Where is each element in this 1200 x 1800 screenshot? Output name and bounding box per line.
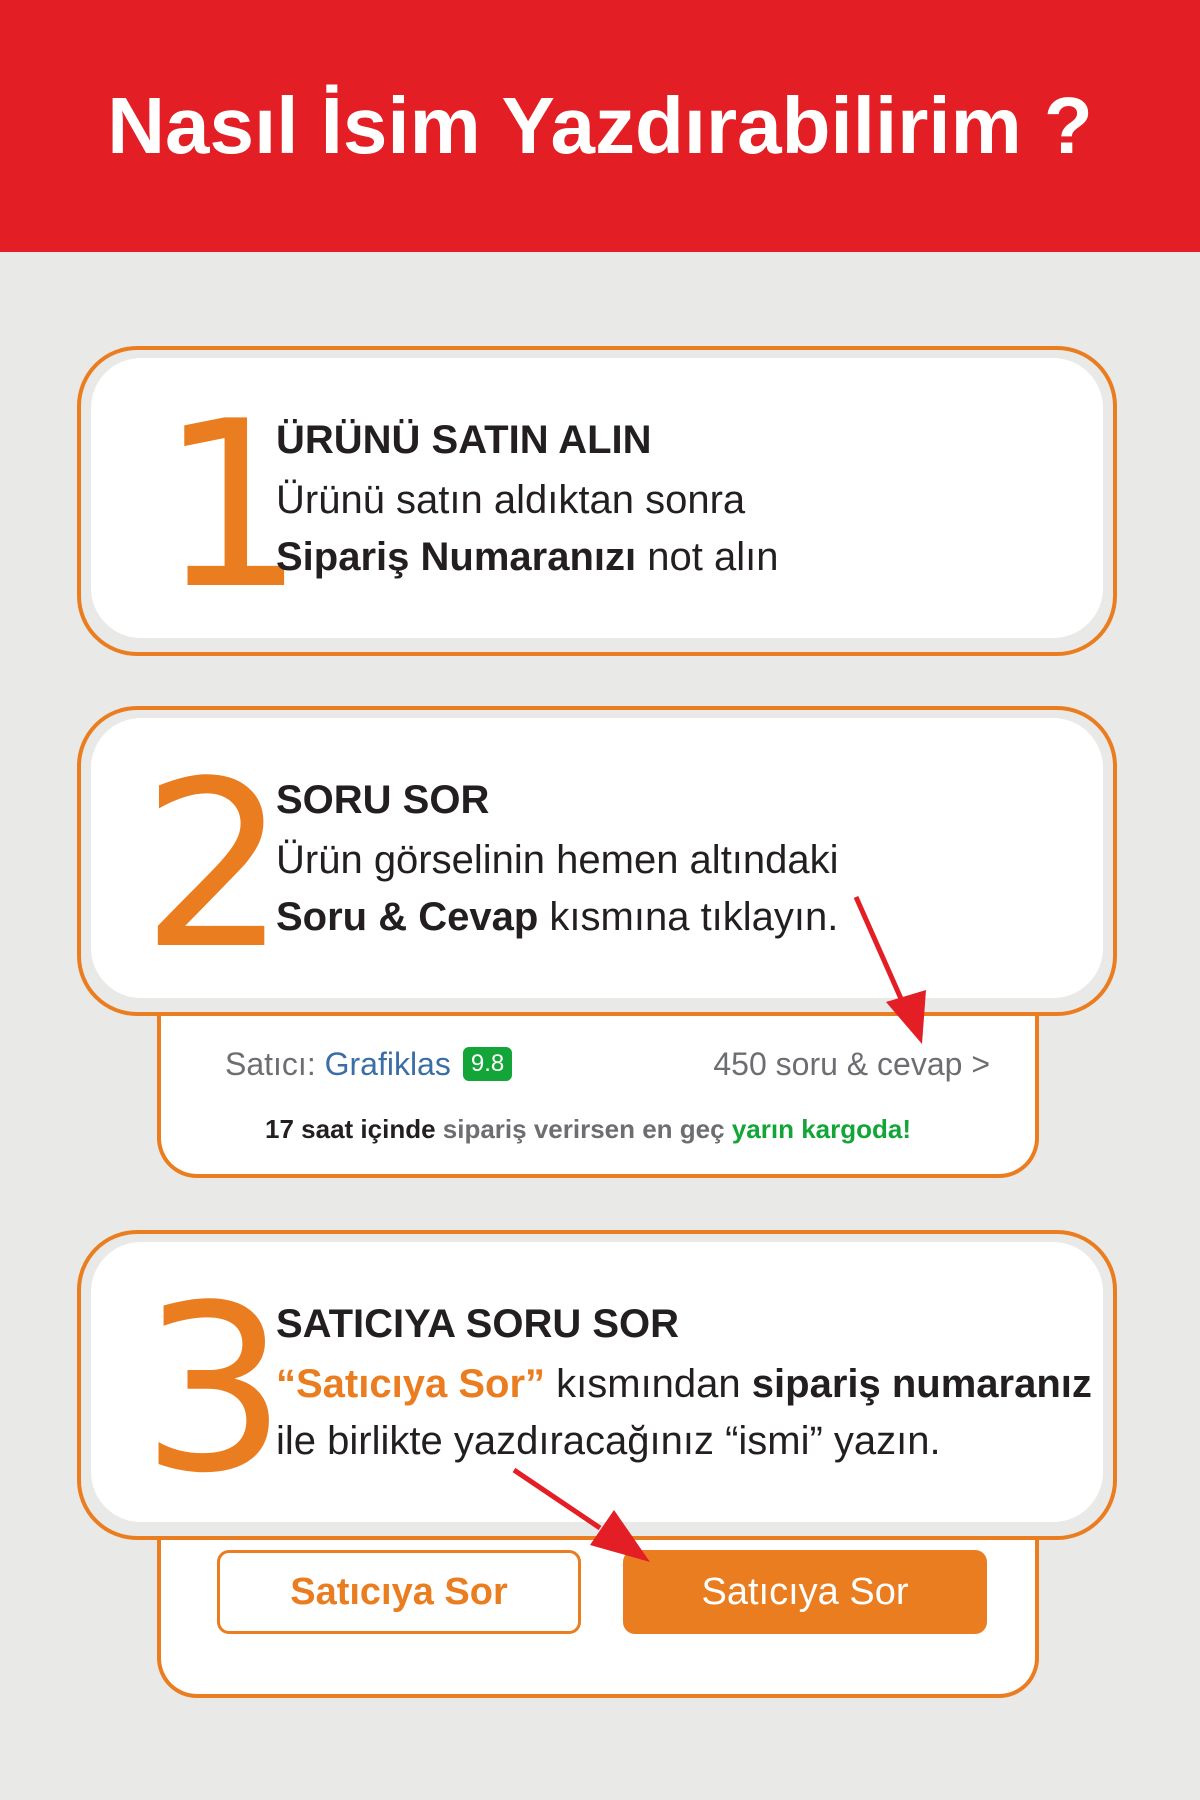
step-2-number: 2	[141, 733, 288, 1000]
seller-name-link[interactable]: Grafiklas	[324, 1046, 451, 1082]
step-1-text	[276, 472, 778, 586]
step-3-line-1	[276, 1356, 1092, 1413]
step-1-line-1: Ürünü satın aldıktan sonra	[276, 478, 746, 522]
step-1-card	[77, 346, 1117, 656]
step-1-number: 1	[159, 373, 306, 640]
step-1-line-2	[276, 529, 778, 586]
step-2-qa-label: Soru & Cevap	[276, 895, 539, 939]
seller-score-badge: 9.8	[463, 1047, 512, 1081]
step-2-seller-panel	[157, 1010, 1039, 1178]
step-3-order-number: sipariş numaranız	[751, 1362, 1092, 1406]
step-3-card	[77, 1230, 1117, 1540]
shipping-line	[265, 1114, 911, 1145]
step-2-line-2-rest: kısmına tıklayın.	[538, 895, 839, 939]
step-2-line-1: Ürün görselinin hemen altındaki	[276, 838, 839, 882]
step-3-line-1-mid: kısmından	[545, 1362, 752, 1406]
ask-seller-filled-button[interactable]: Satıcıya Sor	[623, 1550, 987, 1634]
shipping-highlight: yarın kargoda!	[731, 1114, 911, 1144]
step-2-line-2	[276, 889, 839, 946]
step-3-text	[276, 1356, 1092, 1470]
step-2-text	[276, 832, 839, 946]
step-1-order-number: Sipariş Numaranızı	[276, 535, 637, 579]
step-3-button-panel	[157, 1530, 1039, 1698]
shipping-time: 17 saat içinde	[265, 1114, 436, 1144]
step-3-ask-seller-quote: “Satıcıya Sor”	[276, 1362, 546, 1406]
step-3-line-2: ile birlikte yazdıracağınız “ismi” yazın.	[276, 1419, 941, 1463]
seller-label: Satıcı:	[225, 1046, 325, 1082]
step-1-line-2-rest: not alın	[636, 535, 779, 579]
step-3-number: 3	[141, 1257, 288, 1524]
qa-link[interactable]: 450 soru & cevap >	[713, 1046, 990, 1082]
seller-line	[225, 1046, 512, 1083]
step-2-title: SORU SOR	[276, 778, 490, 822]
ask-seller-outline-button[interactable]: Satıcıya Sor	[217, 1550, 581, 1634]
step-2-card	[77, 706, 1117, 1016]
header-banner	[0, 0, 1200, 252]
step-3-title: SATICIYA SORU SOR	[276, 1302, 680, 1346]
page-title: Nasıl İsim Yazdırabilirim ?	[107, 81, 1093, 170]
step-1-title: ÜRÜNÜ SATIN ALIN	[276, 418, 652, 462]
shipping-mid: sipariş verirsen en geç	[435, 1114, 732, 1144]
